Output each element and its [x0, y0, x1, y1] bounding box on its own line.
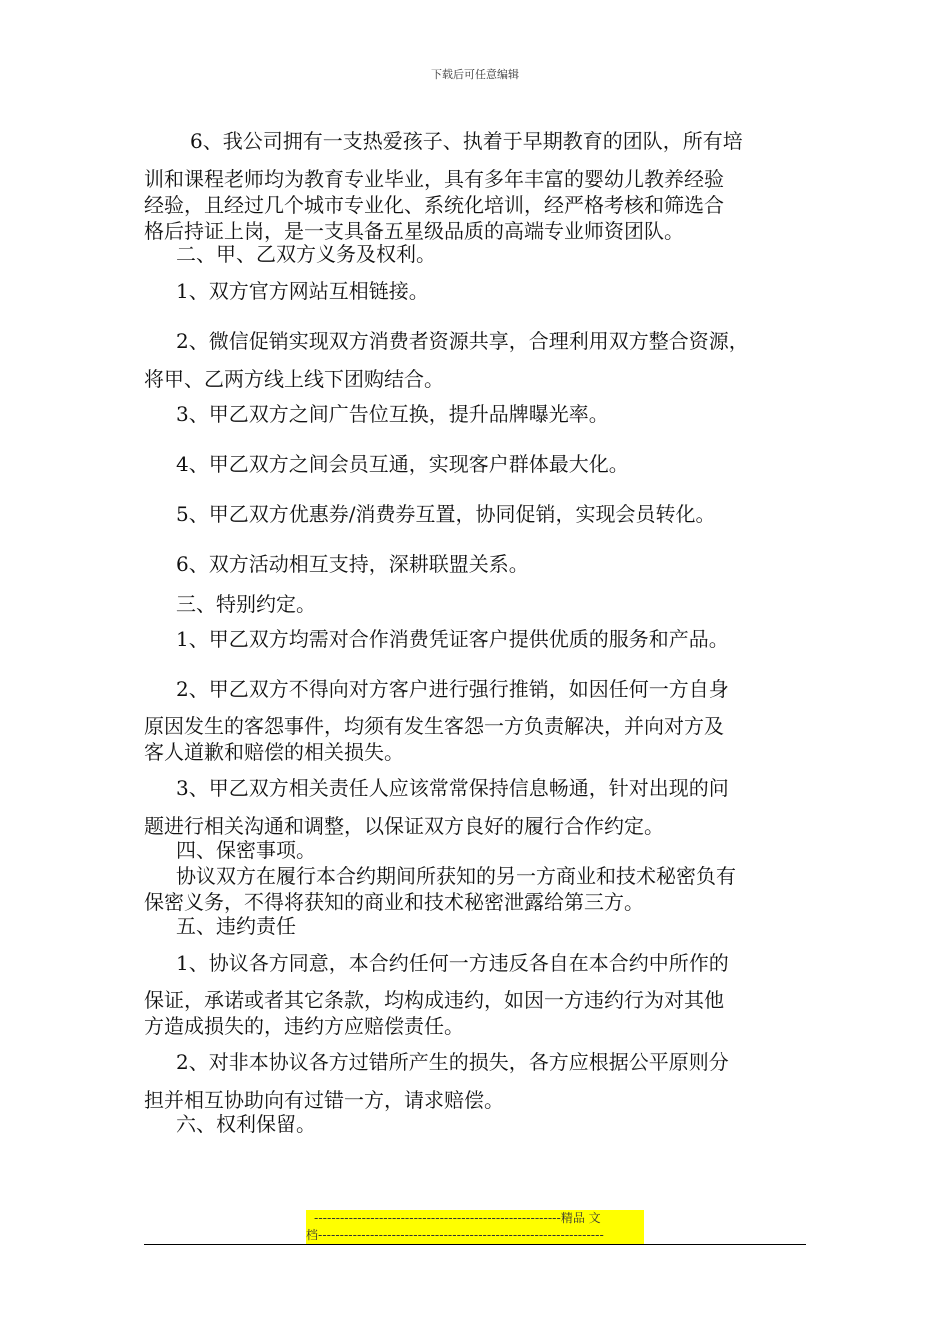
- section-heading: 三、特别约定。: [176, 592, 316, 616]
- paragraph-line: 2、甲乙双方不得向对方客户进行强行推销，如因任何一方自身: [176, 677, 729, 701]
- section-heading: 五、违约责任: [176, 914, 296, 938]
- paragraph-line: 4、甲乙双方之间会员互通，实现客户群体最大化。: [176, 452, 629, 476]
- paragraph-line: 5、甲乙双方优惠券/消费券互置，协同促销，实现会员转化。: [176, 502, 716, 526]
- paragraph-line: 担并相互协助向有过错一方，请求赔偿。: [144, 1088, 504, 1112]
- paragraph-line: 6、双方活动相互支持，深耕联盟关系。: [176, 552, 529, 576]
- paragraph-line: 1、双方官方网站互相链接。: [176, 279, 429, 303]
- paragraph-line: 2、对非本协议各方过错所产生的损失，各方应根据公平原则分: [176, 1050, 729, 1074]
- section-heading: 四、保密事项。: [176, 838, 316, 862]
- footer-divider: [144, 1244, 806, 1245]
- footer-highlight: [306, 1210, 644, 1244]
- paragraph-line: 方造成损失的，违约方应赔偿责任。: [144, 1014, 464, 1038]
- paragraph-line: 保证，承诺或者其它条款，均构成违约，如因一方违约行为对其他: [144, 988, 724, 1012]
- paragraph-line: 协议双方在履行本合约期间所获知的另一方商业和技术秘密负有: [176, 864, 736, 888]
- paragraph-line: 3、甲乙双方之间广告位互换，提升品牌曝光率。: [176, 402, 609, 426]
- paragraph-line: 客人道歉和赔偿的相关损失。: [144, 740, 404, 764]
- footer-line: 档------------------------------------------------------------------: [306, 1228, 604, 1242]
- paragraph-line: 题进行相关沟通和调整，以保证双方良好的履行合作约定。: [144, 814, 664, 838]
- paragraph-line: 经验，且经过几个城市专业化、系统化培训，经严格考核和筛选合: [144, 193, 724, 217]
- paragraph-line: 1、甲乙双方均需对合作消费凭证客户提供优质的服务和产品。: [176, 627, 729, 651]
- section-heading: 六、权利保留。: [176, 1112, 316, 1136]
- paragraph-line: 训和课程老师均为教育专业毕业，具有多年丰富的婴幼儿教养经验: [144, 167, 724, 191]
- paragraph-line: 2、微信促销实现双方消费者资源共享，合理利用双方整合资源，: [176, 329, 749, 353]
- paragraph-line: 1、协议各方同意，本合约任何一方违反各自在本合约中所作的: [176, 951, 729, 975]
- section-heading: 二、甲、乙双方义务及权利。: [176, 242, 436, 266]
- paragraph-line: 6、我公司拥有一支热爱孩子、执着于早期教育的团队，所有培: [190, 129, 743, 153]
- paragraph-line: 保密义务，不得将获知的商业和技术秘密泄露给第三方。: [144, 890, 644, 914]
- page-header: 下载后可任意编辑: [431, 68, 519, 81]
- footer-line: ---------------------------------------------------------精品 文: [314, 1211, 601, 1225]
- paragraph-line: 格后持证上岗，是一支具备五星级品质的高端专业师资团队。: [144, 219, 684, 243]
- paragraph-line: 3、甲乙双方相关责任人应该常常保持信息畅通，针对出现的问: [176, 776, 729, 800]
- paragraph-line: 原因发生的客怨事件，均须有发生客怨一方负责解决，并向对方及: [144, 714, 724, 738]
- paragraph-line: 将甲、乙两方线上线下团购结合。: [144, 367, 444, 391]
